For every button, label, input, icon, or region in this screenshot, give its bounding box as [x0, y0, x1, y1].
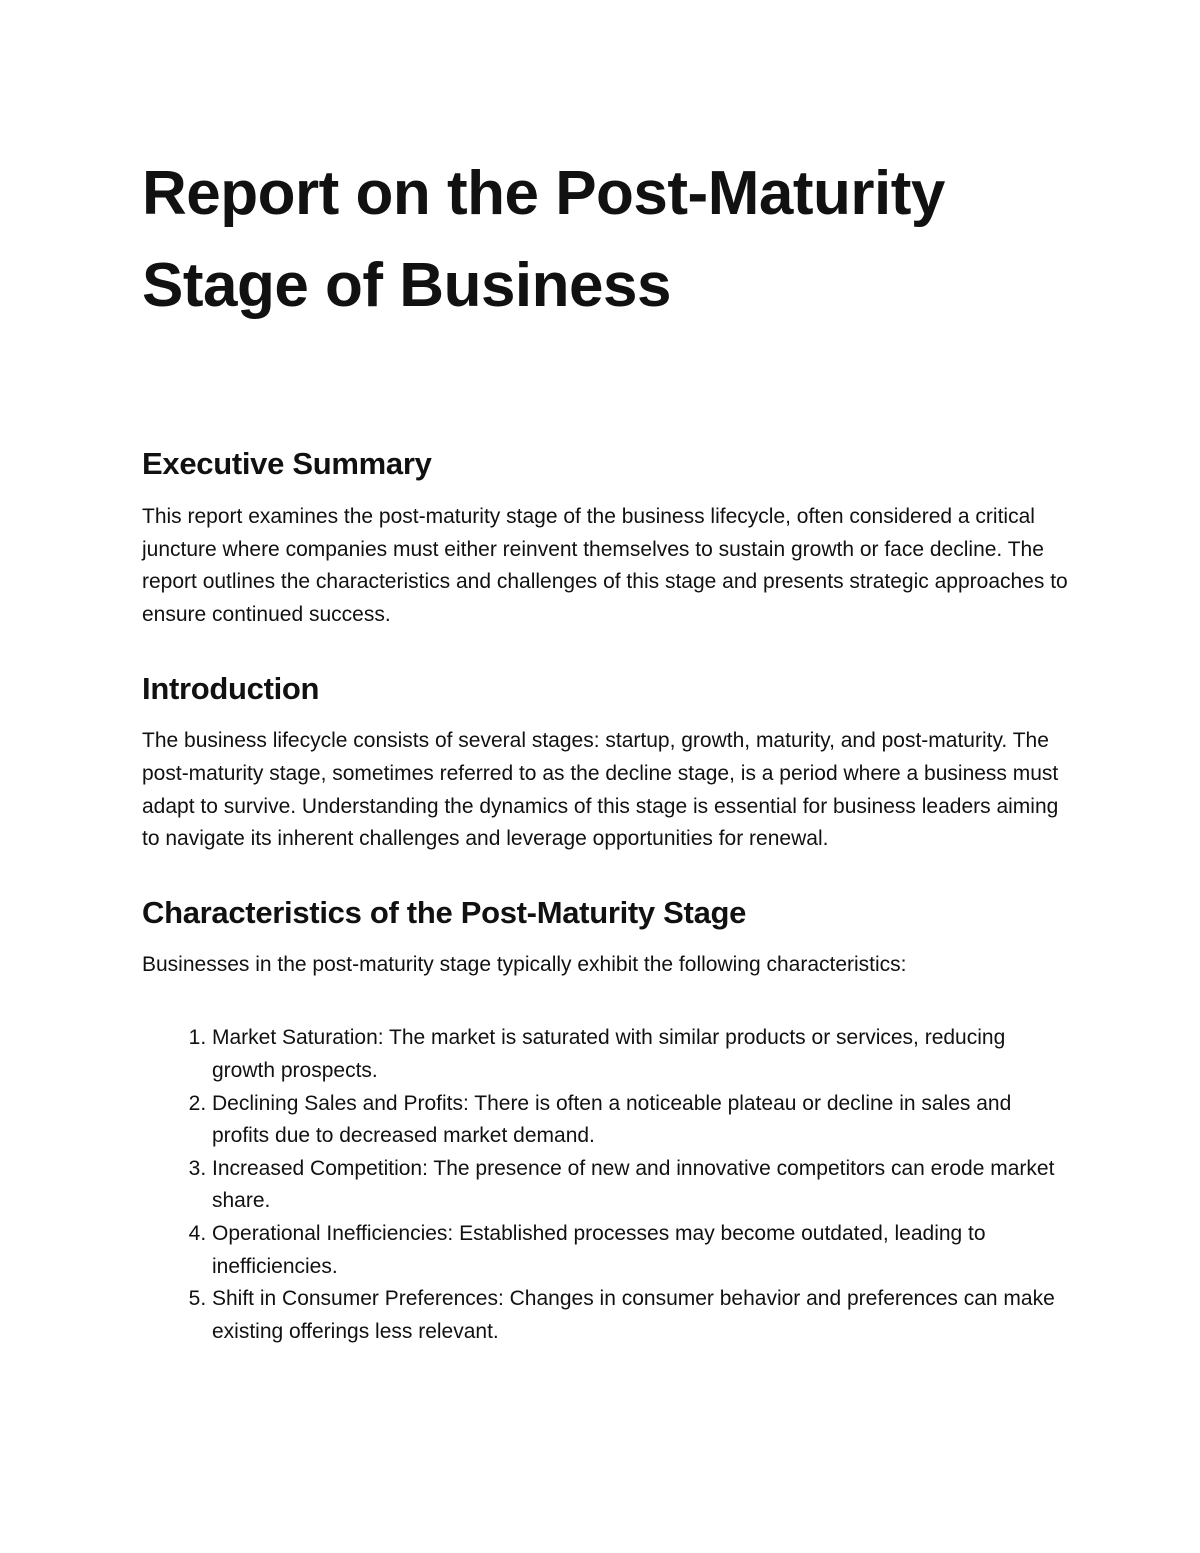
- list-item: 3. Increased Competition: The presence of new and innovative competitors can erode market share.: [212, 1153, 1072, 1218]
- list-item: 2. Declining Sales and Profits: There is often a noticeable plateau or decline in sales and profits due to decreased market demand.: [212, 1088, 1072, 1153]
- document-page: [142, 148, 1072, 1348]
- executive-summary-paragraph: This report examines the post-maturity stage of the business lifecycle, often considered a critical juncture where companies must either reinvent themselves to sustain growth or face decline. The report outlines the characteristics and challenges of this stage and presents strategic approaches to ensure continued success.: [142, 505, 1068, 626]
- characteristics-list: [142, 1022, 1072, 1348]
- heading-executive-summary: Executive Summary: [142, 446, 432, 481]
- heading-introduction: Introduction: [142, 671, 320, 707]
- list-item: 4. Operational Inefficiencies: Established processes may become outdated, leading to inefficiencies.: [212, 1218, 1072, 1283]
- document-title: Report on the Post-Maturity Stage of Business: [142, 159, 945, 320]
- introduction-paragraph: The business lifecycle consists of several stages: startup, growth, maturity, and post-maturity. The post-maturity stage, sometimes referred to as the decline stage, is a period where a business must adapt to survive. Understanding the dynamics of this stage is essential for business leaders aiming to navigate its inherent challenges and leverage opportunities for renewal.: [142, 729, 1059, 851]
- heading-characteristics: Characteristics of the Post-Maturity Stage: [142, 894, 747, 930]
- characteristics-intro-paragraph: Businesses in the post-maturity stage typically exhibit the following characteristics:: [142, 952, 907, 976]
- list-item: 1. Market Saturation: The market is saturated with similar products or services, reducing growth prospects.: [212, 1022, 1072, 1087]
- list-item: 5. Shift in Consumer Preferences: Changes in consumer behavior and preferences can make existing offerings less relevant.: [212, 1283, 1072, 1348]
